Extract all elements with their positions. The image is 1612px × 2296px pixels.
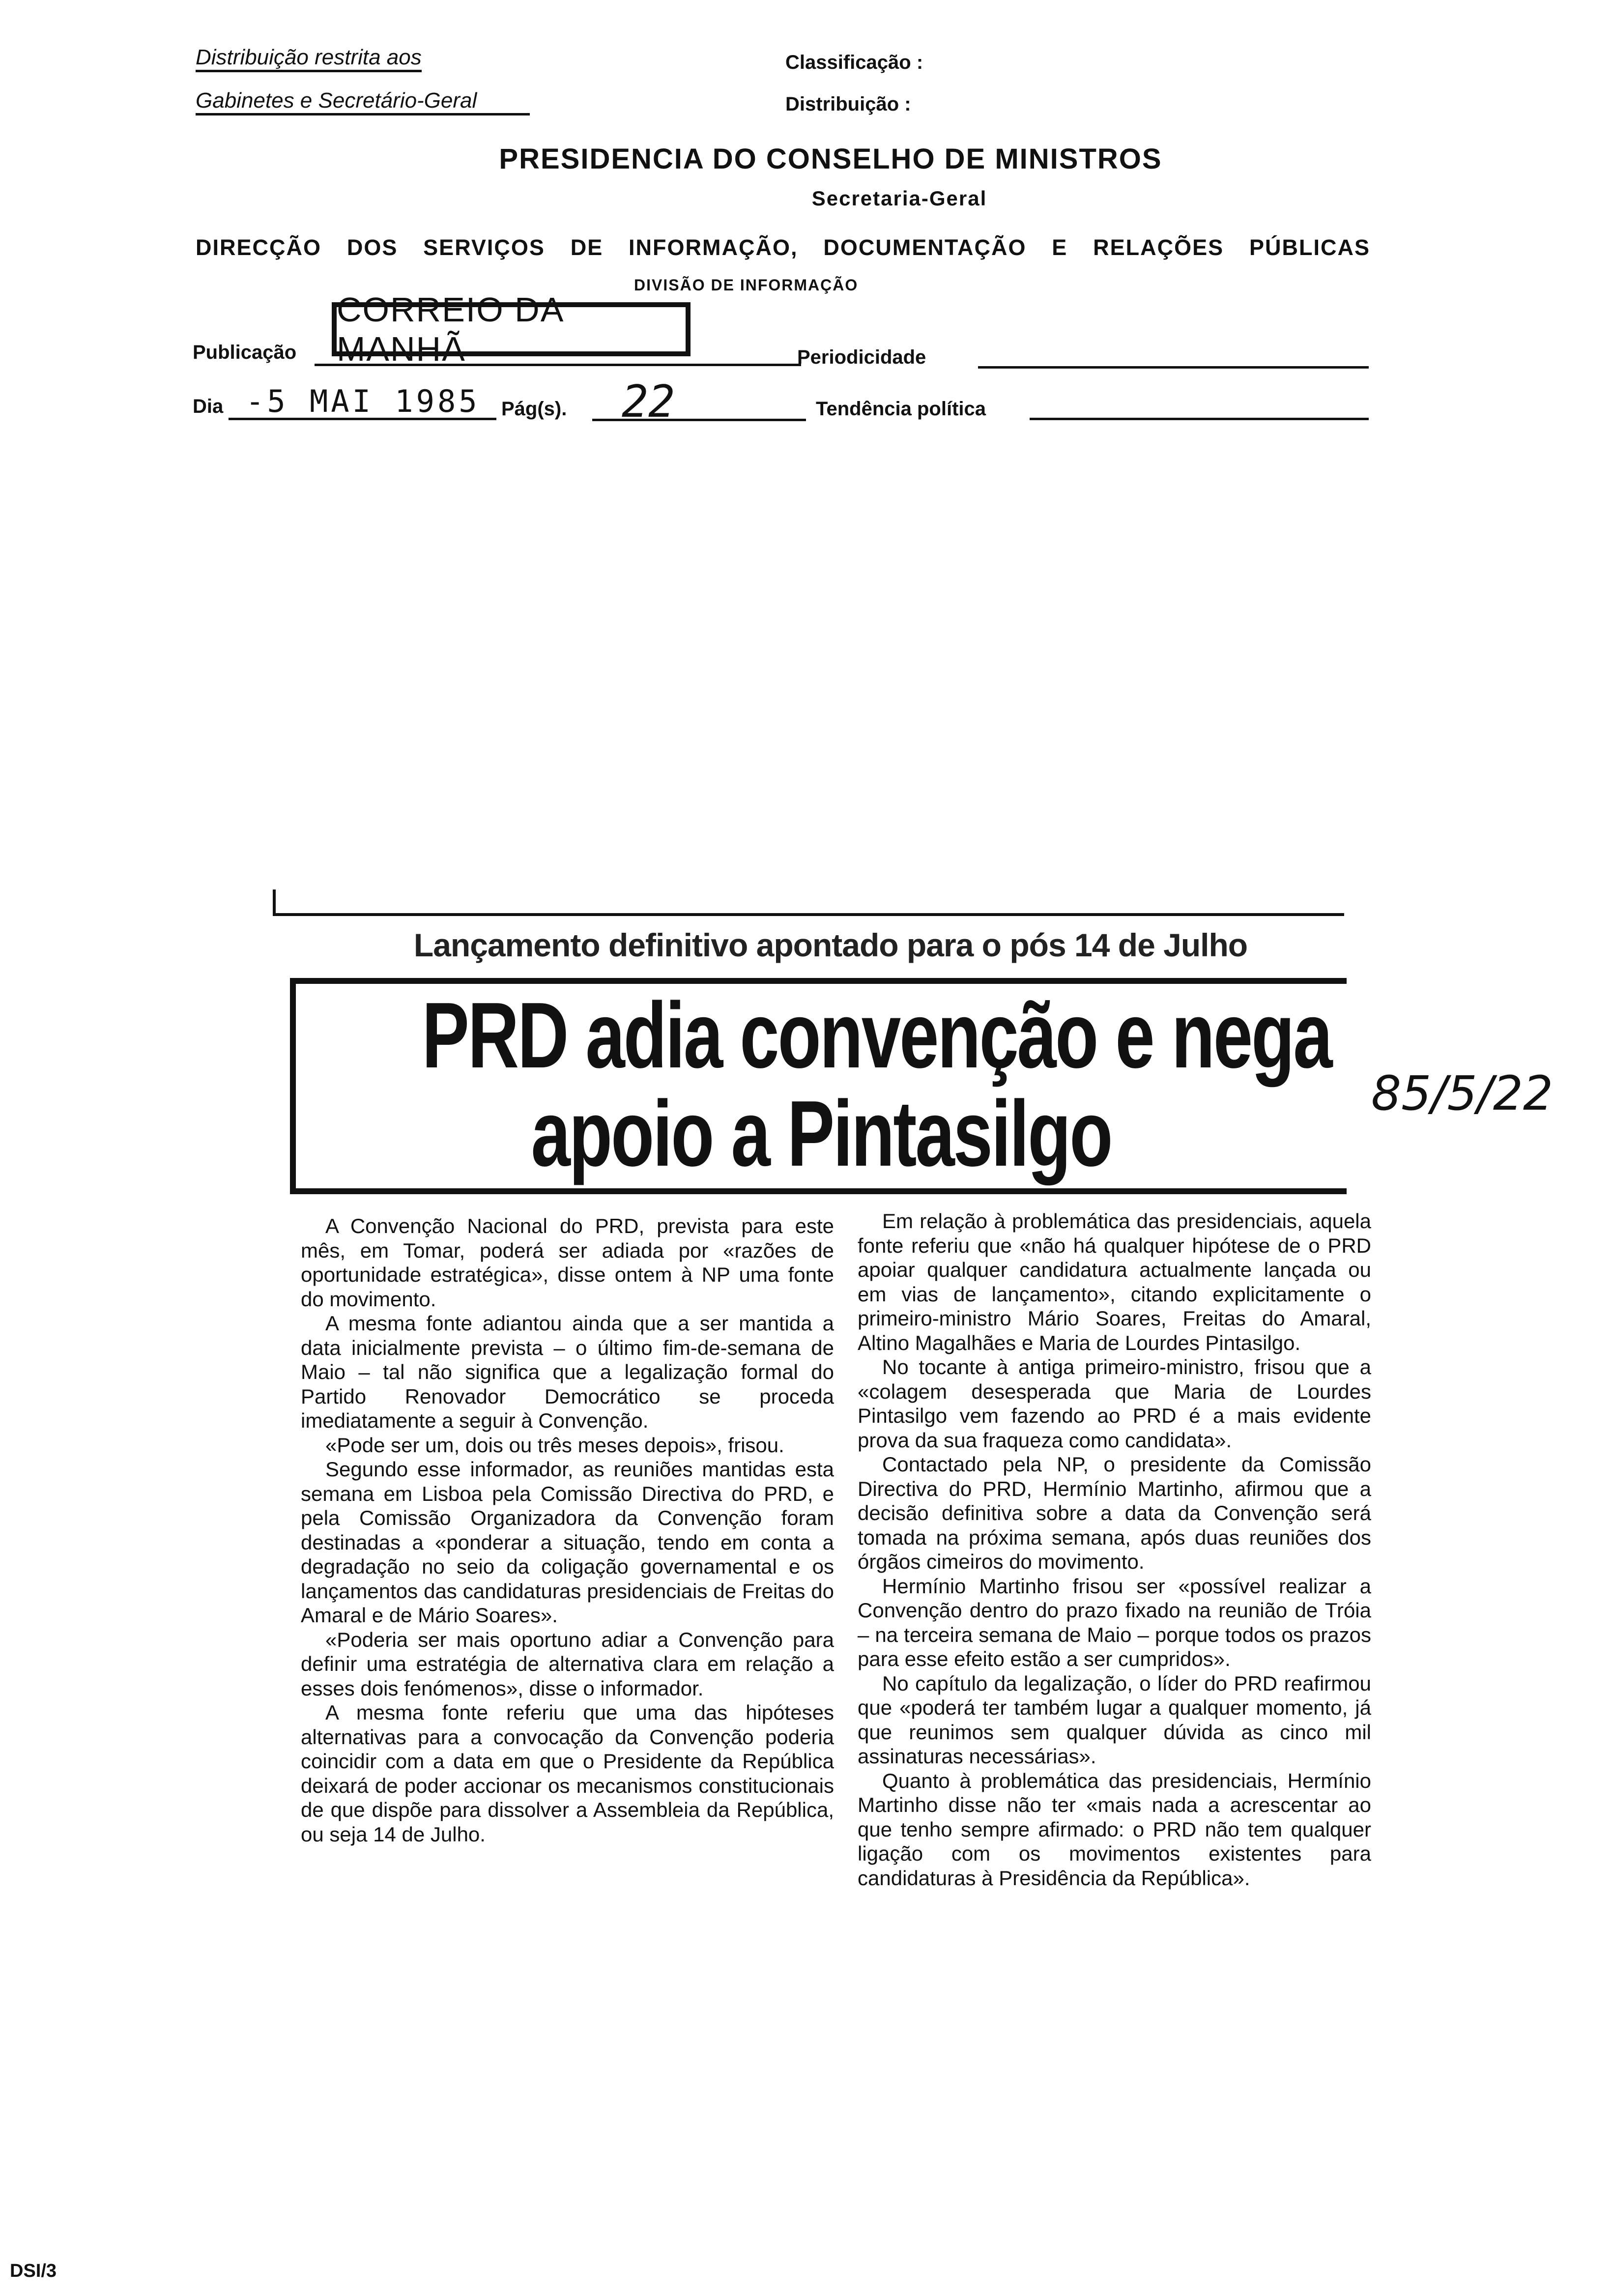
pags-value: 22 [622,376,675,428]
right-column [858,1209,1371,1890]
headline-box [290,978,1347,1194]
distribuicao-label: Distribuição : [785,93,911,115]
restriction-line-1: Distribuição restrita aos [196,45,422,72]
headline-line-2: apoio a Pintasilgo [531,1082,1112,1186]
directorate: DIRECÇÃO DOS SERVIÇOS DE INFORMAÇÃO, DOCUMENTAÇÃO E RELAÇÕES PÚBLICAS [196,235,1370,260]
paragraph: Contactado pela NP, o presidente da Comissão Directiva do PRD, Hermínio Martinho, afirmou que a decisão definitiva sobre a data da Convenção será tomada na próxima semana, após duas reuniões dos órgãos cimeiros do movimento. [858,1453,1371,1573]
division: DIVISÃO DE INFORMAÇÃO [634,276,859,294]
pags-label: Pág(s). [501,398,567,420]
publicacao-stamp: CORREIO DA MANHÃ [332,302,691,356]
form-code: DSI/3 [10,2261,57,2281]
classificacao-label: Classificação : [785,52,923,73]
paragraph: No tocante à antiga primeiro-ministro, frisou que a «colagem desesperada que Maria de Lourdes Pintasilgo vem fazendo ao PRD é a mais evidente prova da sua fraqueza como candidata». [858,1355,1371,1452]
paragraph: No capítulo da legalização, o líder do PRD reafirmou que «poderá ter também lugar a qualquer momento, já que reunimos sem qualquer dúvida as cinco mil assinaturas necessárias». [858,1671,1371,1768]
publicacao-label: Publicação [193,342,297,363]
tendencia-label: Tendência política [816,398,986,420]
dia-value: -5 MAI 1985 [246,383,480,419]
paragraph: Hermínio Martinho frisou ser «possível realizar a Convenção dentro do prazo fixado na reunião de Tróia – na terceira semana de Maio – porque todos os prazos para esse efeito estão a ser cumpridos». [858,1574,1371,1670]
org-subtitle: Secretaria-Geral [811,187,987,210]
paragraph: «Pode ser um, dois ou três meses depois», frisou. [325,1433,784,1457]
org-title: PRESIDENCIA DO CONSELHO DE MINISTROS [499,143,1162,175]
paragraph: «Poderia ser mais oportuno adiar a Convenção para definir uma estratégia de alternativa clara em relação a esses dois fenómenos», disse o informador. [301,1628,834,1700]
periodicidade-label: Periodicidade [797,346,926,368]
restriction-line-2: Gabinetes e Secretário-Geral [196,88,530,115]
paragraph: A mesma fonte referiu que uma das hipóteses alternativas para a convocação da Convenção poderia coincidir com a data em que o Presidente da República deixará de poder accionar os mecanismos constitucionais de que dispõe para dissolver a Assembleia da República, ou seja 14 de Julho. [301,1701,834,1846]
article-kicker: Lançamento definitivo apontado para o pós 14 de Julho [413,927,1248,963]
paragraph: Segundo esse informador, as reuniões mantidas esta semana em Lisboa pela Comissão Directiva do PRD, e pela Comissão Organizadora da Convenção foram destinadas a «ponderar a situação, tendo em conta a degradação no seio da coligação governamental e os lançamentos das candidaturas presidenciais de Freitas do Amaral e de Mário Soares». [301,1458,834,1627]
periodicidade-line [978,356,1369,369]
handwritten-note: 85/5/22 [1371,1066,1554,1121]
paragraph: A mesma fonte adiantou ainda que a ser mantida a data inicialmente prevista – o último fim-de-semana de Maio – tal não significa que a legalização formal do Partido Renovador Democrático se proceda imediatamente a seguir à Convenção. [301,1312,834,1432]
headline-line-1: PRD adia convenção e nega [422,983,1331,1088]
paragraph: Em relação à problemática das presidenciais, aquela fonte referiu que «não há qualquer hipótese de o PRD apoiar qualquer candidatura actualmente lançada ou em vias de lançamento», citando explicitamente o primeiro-ministro Mário Soares, Freitas do Amaral, Altino Magalhães e Maria de Lourdes Pintasilgo. [858,1209,1371,1354]
tendencia-line [1030,408,1369,420]
paragraph: A Convenção Nacional do PRD, prevista para este mês, em Tomar, poderá ser adiada por «razões de oportunidade estratégica», disse ontem à NP uma fonte do movimento. [301,1214,834,1311]
dia-label: Dia [193,396,224,417]
paragraph: Quanto à problemática das presidenciais, Hermínio Martinho disse não ter «mais nada a acrescentar ao que tenho sempre afirmado: o PRD não tem qualquer ligação com os movimentos existentes para candidaturas à Presidência da República». [858,1769,1371,1890]
clipping-top-rule [273,913,1344,916]
clipping-corner [273,890,276,915]
left-column [301,1214,834,1846]
